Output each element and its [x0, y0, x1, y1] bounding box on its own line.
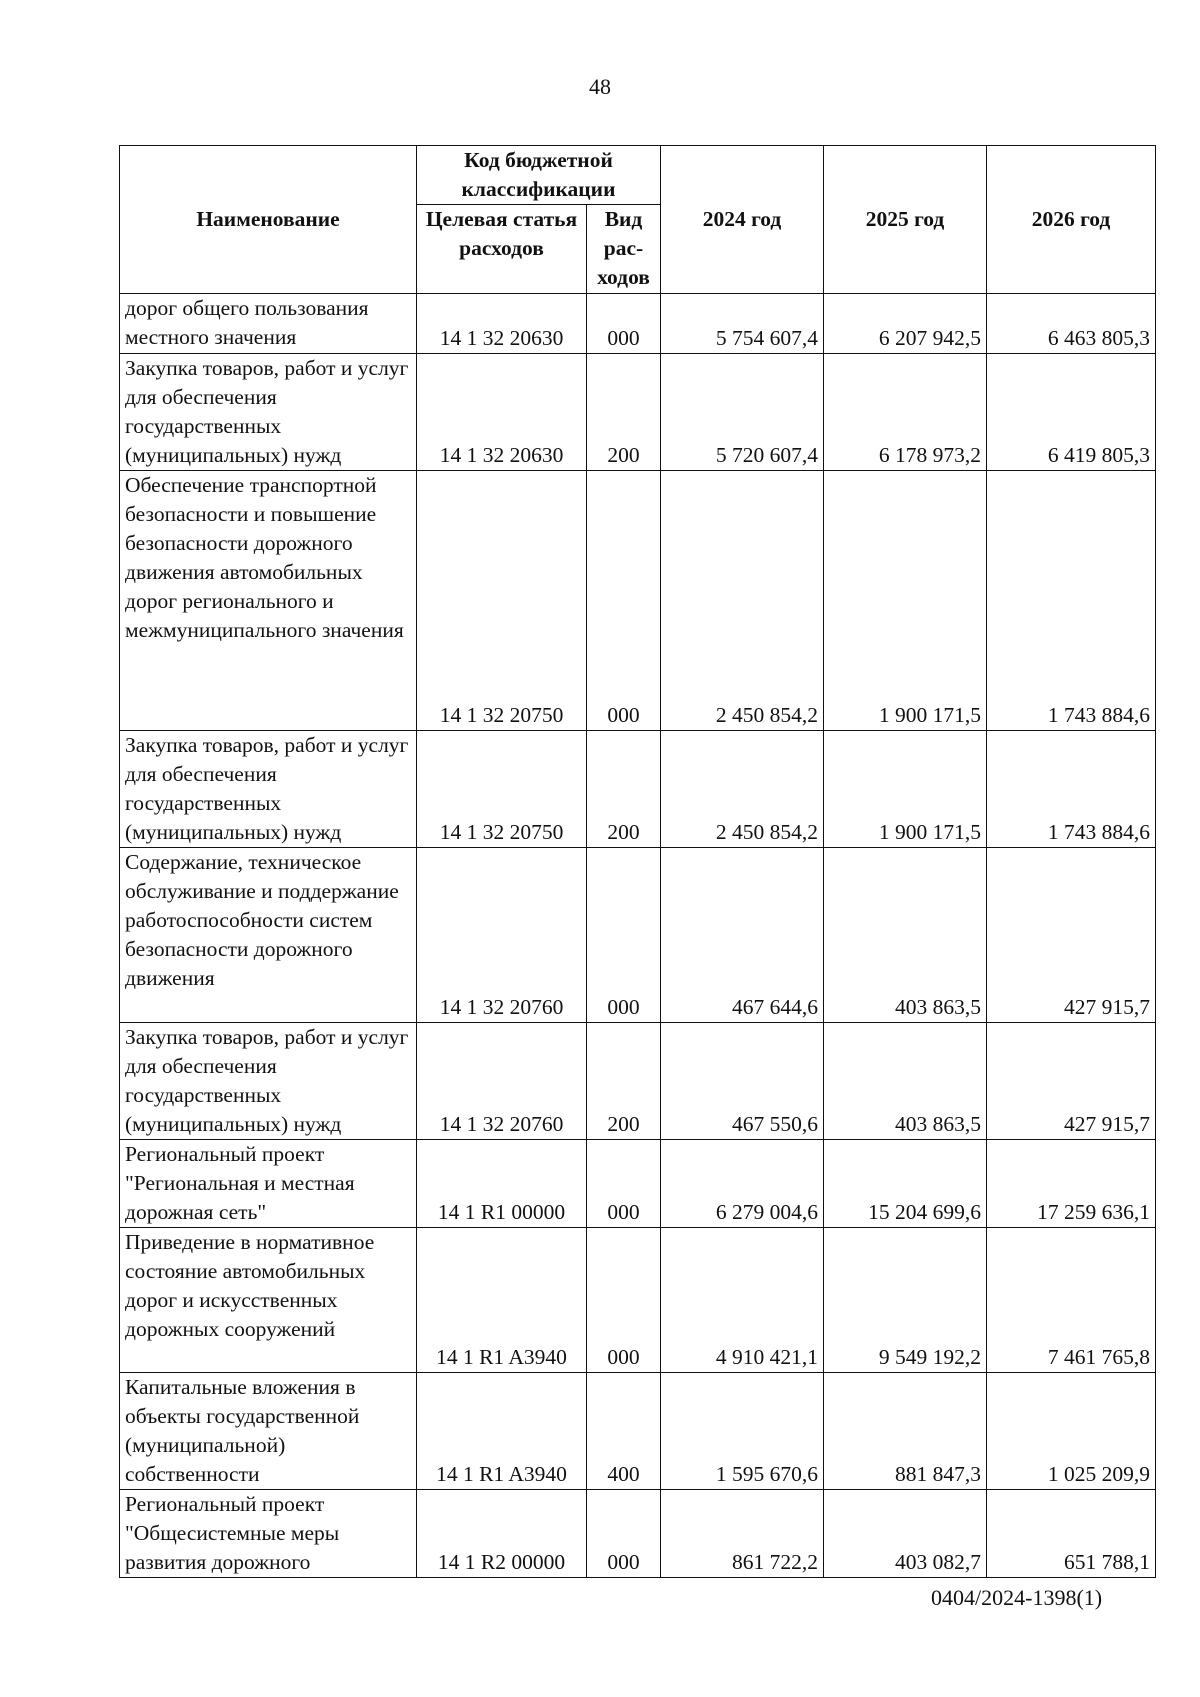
row-2024: 467 644,6	[661, 848, 824, 1023]
row-name: Закупка товаров, работ и услуг для обеспечения государственных (муниципальных) нужд	[120, 1023, 417, 1140]
row-2025: 9 549 192,2	[824, 1228, 987, 1373]
table-row	[120, 1023, 1156, 1140]
row-code: 14 1 R2 00000	[417, 1490, 587, 1578]
row-code: 14 1 32 20760	[417, 848, 587, 1023]
document-code: 0404/2024-1398(1)	[931, 1585, 1103, 1610]
header-2025: 2025 год	[824, 146, 987, 294]
row-2024: 5 754 607,4	[661, 294, 824, 354]
row-2025: 881 847,3	[824, 1373, 987, 1490]
table-row	[120, 471, 1156, 731]
table-row	[120, 848, 1156, 1023]
row-2026: 17 259 636,1	[987, 1140, 1156, 1228]
row-code: 14 1 R1 A3940	[417, 1228, 587, 1373]
row-2025: 1 900 171,5	[824, 471, 987, 731]
row-name: Региональный проект "Региональная и местная дорожная сеть"	[120, 1140, 417, 1228]
header-name: Наименование	[120, 146, 417, 294]
row-2026: 7 461 765,8	[987, 1228, 1156, 1373]
row-name: Закупка товаров, работ и услуг для обеспечения государственных (муниципальных) нужд	[120, 731, 417, 848]
row-2024: 5 720 607,4	[661, 354, 824, 471]
row-name: Приведение в нормативное состояние автомобильных дорог и искусственных дорожных сооружений	[120, 1228, 417, 1373]
row-2025: 403 863,5	[824, 848, 987, 1023]
row-2025: 15 204 699,6	[824, 1140, 987, 1228]
header-2026: 2026 год	[987, 146, 1156, 294]
budget-table	[119, 145, 1156, 1578]
row-name: Закупка товаров, работ и услуг для обеспечения государственных (муниципальных) нужд	[120, 354, 417, 471]
row-2025: 403 863,5	[824, 1023, 987, 1140]
row-2026: 427 915,7	[987, 848, 1156, 1023]
row-code: 14 1 R1 00000	[417, 1140, 587, 1228]
row-code: 14 1 32 20760	[417, 1023, 587, 1140]
row-2024: 467 550,6	[661, 1023, 824, 1140]
page-number: 48	[589, 74, 611, 99]
row-2026: 651 788,1	[987, 1490, 1156, 1578]
row-name: Капитальные вложения в объекты государственной (муниципальной) собственности	[120, 1373, 417, 1490]
row-2025: 6 207 942,5	[824, 294, 987, 354]
row-2024: 2 450 854,2	[661, 731, 824, 848]
row-vid: 400	[587, 1373, 661, 1490]
row-2024: 1 595 670,6	[661, 1373, 824, 1490]
row-2026: 6 463 805,3	[987, 294, 1156, 354]
row-code: 14 1 32 20630	[417, 354, 587, 471]
header-target: Целевая статья расходов	[417, 205, 587, 294]
row-2024: 861 722,2	[661, 1490, 824, 1578]
row-code: 14 1 R1 A3940	[417, 1373, 587, 1490]
header-2024: 2024 год	[661, 146, 824, 294]
row-vid: 200	[587, 731, 661, 848]
row-vid: 000	[587, 294, 661, 354]
row-vid: 000	[587, 1140, 661, 1228]
table-row	[120, 294, 1156, 354]
row-2025: 403 082,7	[824, 1490, 987, 1578]
row-name: дорог общего пользования местного значения	[120, 294, 417, 354]
row-name: Региональный проект "Общесистемные меры развития дорожного	[120, 1490, 417, 1578]
row-2026: 1 743 884,6	[987, 731, 1156, 848]
table-row	[120, 1228, 1156, 1373]
row-2024: 4 910 421,1	[661, 1228, 824, 1373]
row-name: Обеспечение транспортной безопасности и повышение безопасности дорожного движения автомобильных дорог регионального и межмуниципального значения	[120, 471, 417, 731]
table-row	[120, 354, 1156, 471]
row-2026: 427 915,7	[987, 1023, 1156, 1140]
header-code-group: Код бюджетной классификации	[417, 146, 661, 205]
row-vid: 000	[587, 1228, 661, 1373]
row-2026: 1 743 884,6	[987, 471, 1156, 731]
row-2025: 1 900 171,5	[824, 731, 987, 848]
row-vid: 000	[587, 848, 661, 1023]
row-vid: 200	[587, 354, 661, 471]
row-2026: 1 025 209,9	[987, 1373, 1156, 1490]
row-2026: 6 419 805,3	[987, 354, 1156, 471]
row-code: 14 1 32 20750	[417, 471, 587, 731]
row-code: 14 1 32 20630	[417, 294, 587, 354]
row-vid: 000	[587, 1490, 661, 1578]
row-name: Содержание, техническое обслуживание и поддержание работоспособности систем безопасности дорожного движения	[120, 848, 417, 1023]
header-vid: Вид рас- ходов	[587, 205, 661, 294]
table-row	[120, 1140, 1156, 1228]
row-2024: 6 279 004,6	[661, 1140, 824, 1228]
row-vid: 200	[587, 1023, 661, 1140]
row-vid: 000	[587, 471, 661, 731]
table-row	[120, 731, 1156, 848]
row-code: 14 1 32 20750	[417, 731, 587, 848]
row-2025: 6 178 973,2	[824, 354, 987, 471]
row-2024: 2 450 854,2	[661, 471, 824, 731]
table-row	[120, 1490, 1156, 1578]
table-row	[120, 1373, 1156, 1490]
